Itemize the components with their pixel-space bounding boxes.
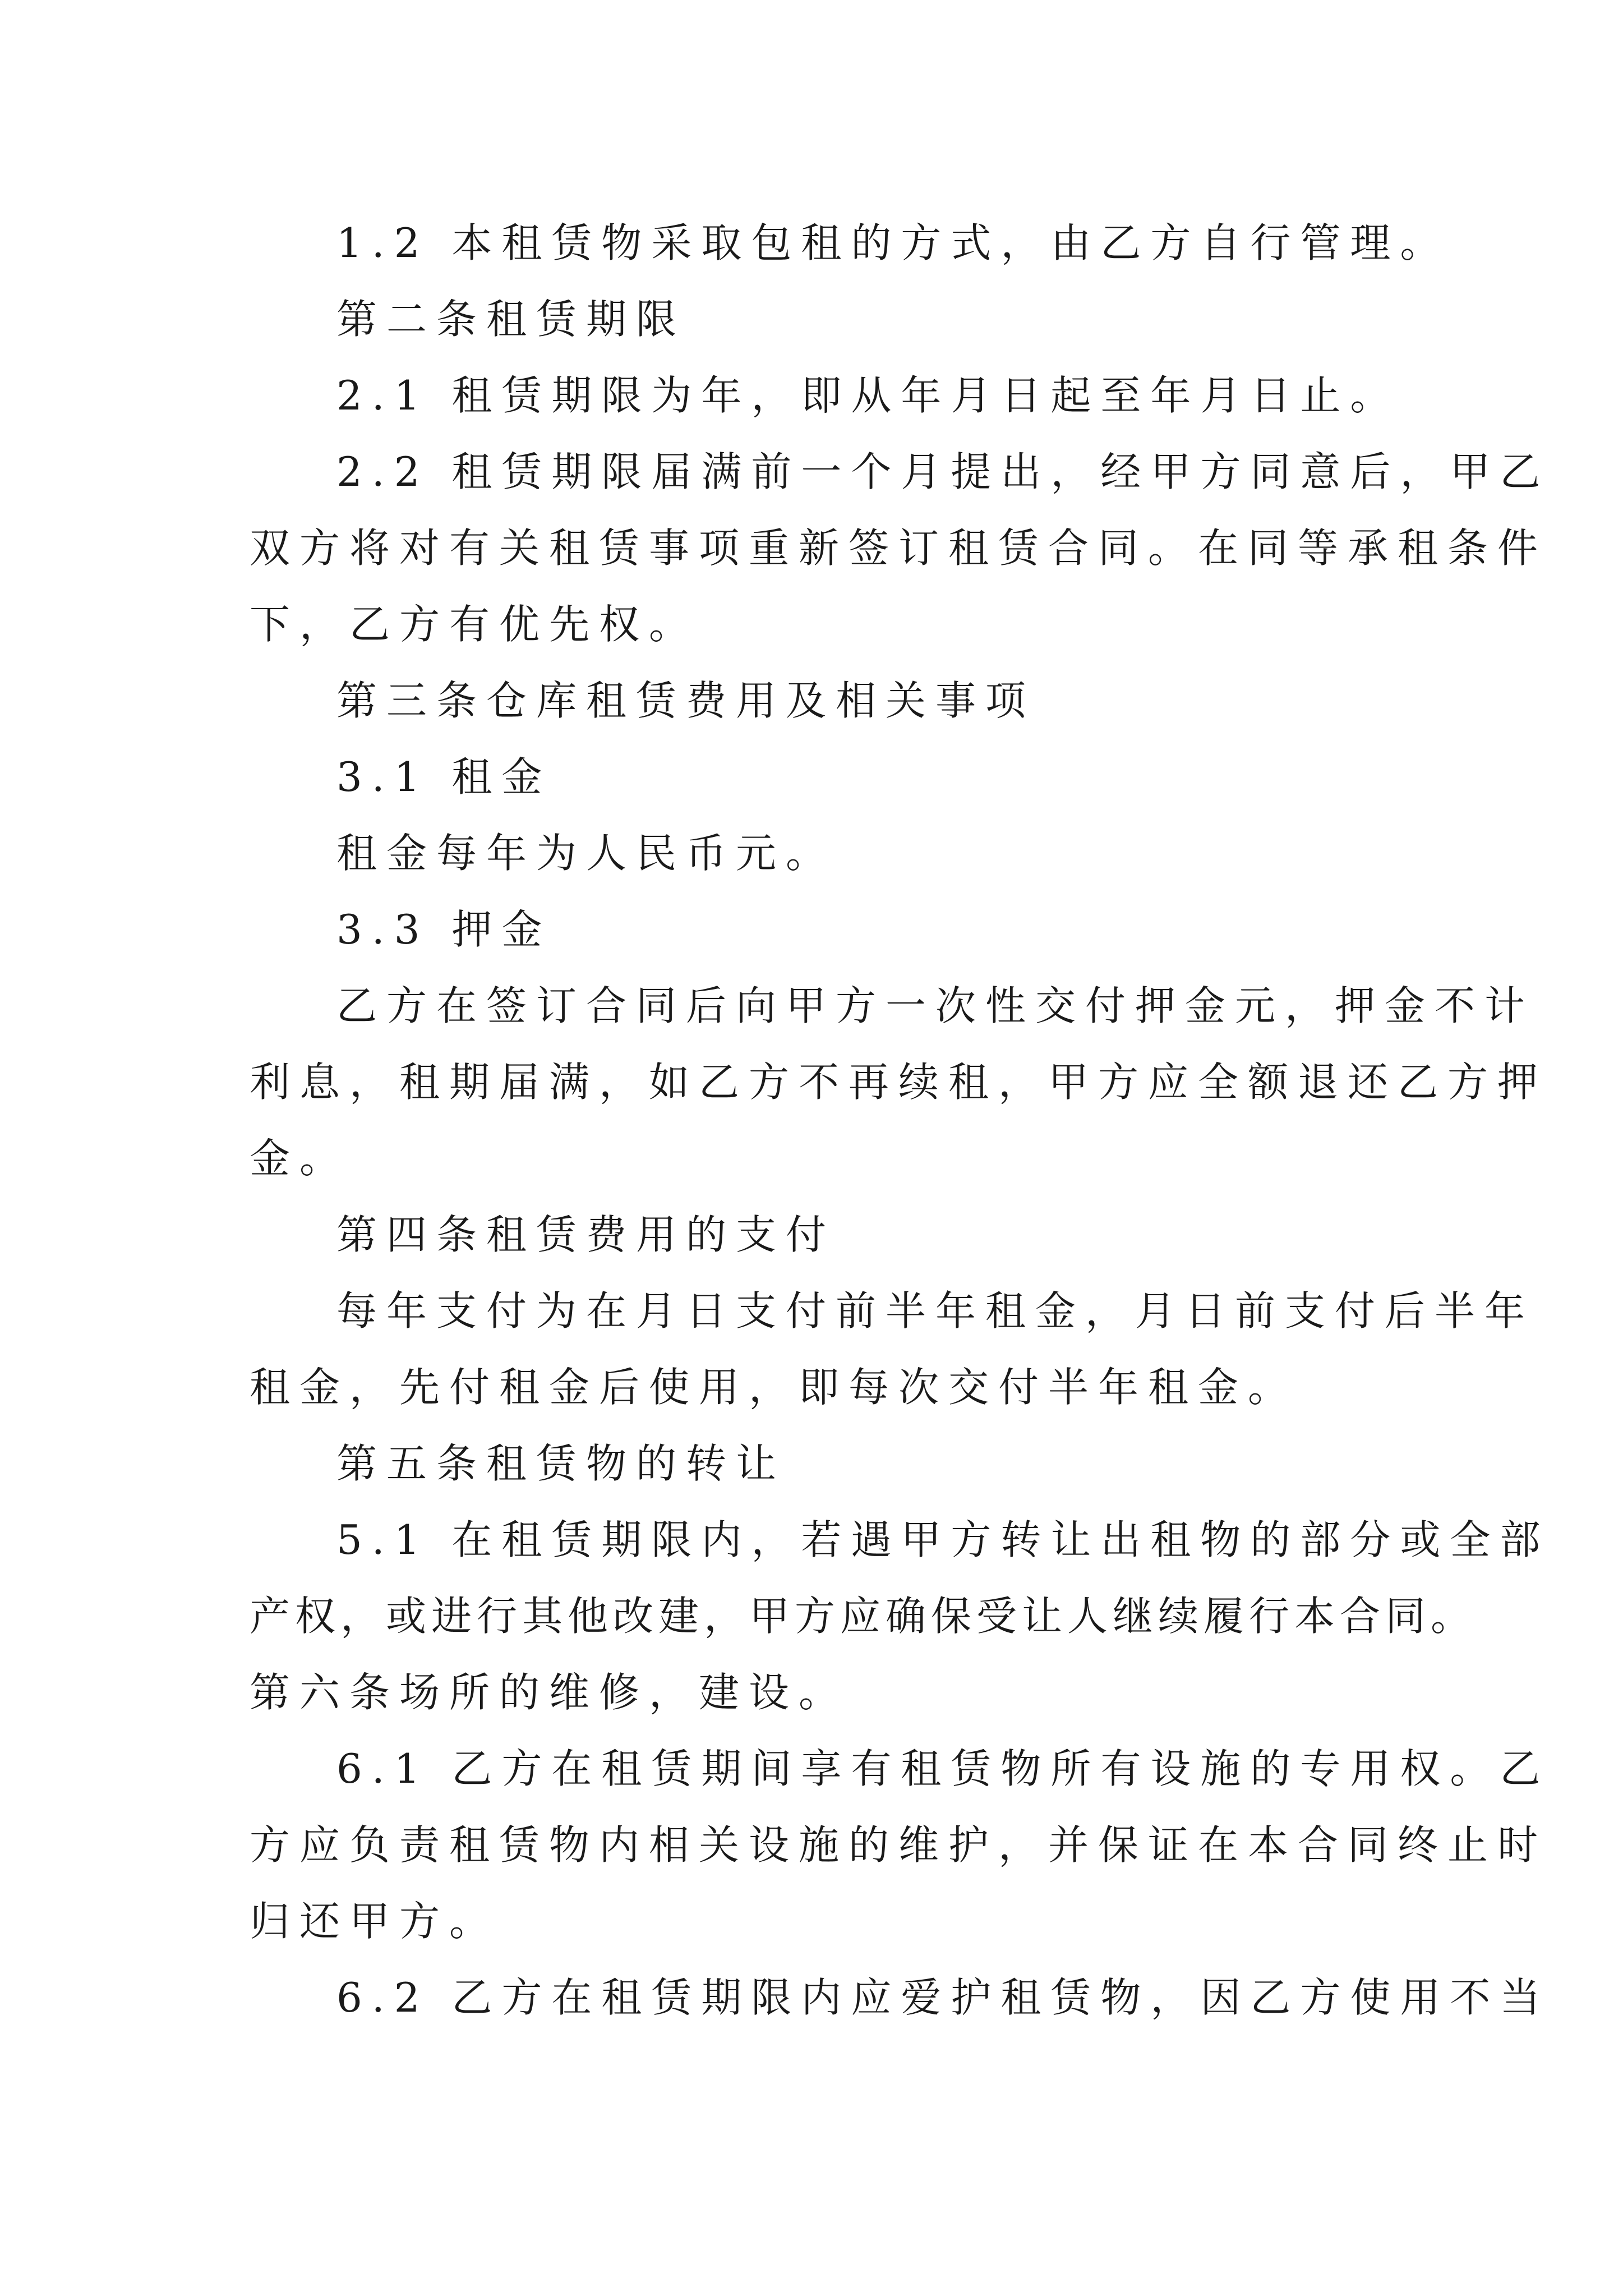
paragraph-line: 5.1 在租赁期限内，若遇甲方转让出租物的部分或全部 xyxy=(336,1516,1550,1563)
subsection-heading: 3.1 租金 xyxy=(336,753,552,800)
paragraph-line: 双方将对有关租赁事项重新签订租赁合同。在同等承租条件 xyxy=(250,524,1548,572)
paragraph-line: 6.1 乙方在租赁期间享有租赁物所有设施的专用权。乙 xyxy=(336,1745,1550,1792)
paragraph-line: 归还甲方。 xyxy=(250,1898,500,1945)
section-heading: 第六条场所的维修，建设。 xyxy=(250,1669,849,1716)
paragraph-line: 乙方在签订合同后向甲方一次性交付押金元，押金不计 xyxy=(336,982,1535,1029)
paragraph-line: 金。 xyxy=(250,1135,350,1182)
section-heading: 第二条租赁期限 xyxy=(336,296,686,343)
paragraph-line: 方应负责租赁物内相关设施的维护，并保证在本合同终止时 xyxy=(250,1821,1548,1869)
subsection-heading: 3.3 押金 xyxy=(336,906,552,953)
paragraph-line: 租金每年为人民币元。 xyxy=(336,830,836,877)
paragraph-line: 利息，租期届满，如乙方不再续租，甲方应全额退还乙方押 xyxy=(250,1059,1548,1106)
section-heading: 第三条仓库租赁费用及相关事项 xyxy=(336,677,1036,724)
paragraph-line: 1.2 本租赁物采取包租的方式，由乙方自行管理。 xyxy=(336,219,1450,266)
paragraph-line: 产权，或进行其他改建，甲方应确保受让人继续履行本合同。 xyxy=(250,1593,1477,1640)
paragraph-line: 下，乙方有优先权。 xyxy=(250,601,699,648)
paragraph-line: 6.2 乙方在租赁期限内应爱护租赁物，因乙方使用不当 xyxy=(336,1974,1550,2021)
section-heading: 第四条租赁费用的支付 xyxy=(336,1211,836,1258)
paragraph-line: 租金，先付租金后使用，即每次交付半年租金。 xyxy=(250,1364,1298,1411)
paragraph-line: 每年支付为在月日支付前半年租金，月日前支付后半年 xyxy=(336,1287,1535,1335)
paragraph-line: 2.2 租赁期限届满前一个月提出，经甲方同意后，甲乙 xyxy=(336,448,1550,495)
paragraph-line: 2.1 租赁期限为年，即从年月日起至年月日止。 xyxy=(336,372,1400,419)
section-heading: 第五条租赁物的转让 xyxy=(336,1440,786,1487)
